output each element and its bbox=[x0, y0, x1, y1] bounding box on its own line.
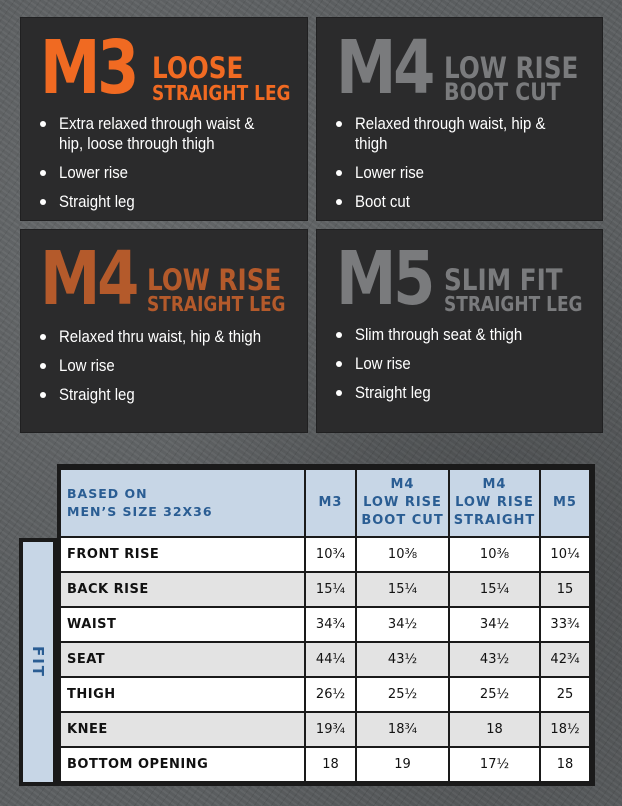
table-row bbox=[61, 713, 589, 746]
row-label: FRONT RISE bbox=[61, 538, 304, 571]
table-cell: 25 bbox=[541, 678, 589, 711]
row-label: BOTTOM OPENING bbox=[61, 748, 304, 781]
bullet-item: Low rise bbox=[336, 354, 598, 374]
bullet-item: Lower rise bbox=[336, 163, 598, 183]
table-cell: 34½ bbox=[450, 608, 539, 641]
table-cell: 43½ bbox=[357, 643, 448, 676]
fit-bullets bbox=[336, 114, 598, 221]
fit-name-line2: STRAIGHT LEG bbox=[152, 81, 291, 105]
fit-name-line1: SLIM FIT bbox=[444, 263, 563, 297]
bullet-item: Lower rise bbox=[40, 163, 302, 183]
table-cell: 18½ bbox=[541, 713, 589, 746]
fit-name-line1: LOW RISE bbox=[147, 263, 282, 297]
row-label: WAIST bbox=[61, 608, 304, 641]
table-cell: 15 bbox=[541, 573, 589, 606]
fit-panel-m4-straight-leg bbox=[20, 229, 308, 433]
size-spec-table bbox=[19, 464, 595, 786]
bullet-item: Extra relaxed through waist & hip, loose through thigh bbox=[40, 114, 302, 154]
table-cell: 19¾ bbox=[306, 713, 355, 746]
bullet-item: Slim through seat & thigh bbox=[336, 325, 598, 345]
bullet-item: Straight leg bbox=[336, 383, 598, 403]
table-cell: 25½ bbox=[450, 678, 539, 711]
header-col-m4-boot-cut: M4 LOW RISE BOOT CUT bbox=[357, 470, 448, 536]
table-cell: 18 bbox=[541, 748, 589, 781]
table-header-row bbox=[61, 470, 589, 536]
table-row bbox=[61, 573, 589, 606]
fit-name-line1: LOW RISE bbox=[444, 51, 579, 85]
header-col-m3: M3 bbox=[306, 470, 355, 536]
table-cell: 18 bbox=[450, 713, 539, 746]
table-cell: 34¾ bbox=[306, 608, 355, 641]
header-col-m5: M5 bbox=[541, 470, 589, 536]
fit-side-label bbox=[19, 538, 57, 786]
header-basis: BASED ON MEN’S SIZE 32X36 bbox=[61, 470, 304, 536]
fit-code: M4 bbox=[40, 236, 137, 322]
bullet-item: Boot cut bbox=[336, 192, 598, 212]
table-cell: 10¼ bbox=[541, 538, 589, 571]
fit-name-line1: LOOSE bbox=[152, 51, 244, 85]
row-label: THIGH bbox=[61, 678, 304, 711]
table-cell: 15¼ bbox=[357, 573, 448, 606]
fit-panel-m5-slim-fit bbox=[316, 229, 603, 433]
table-cell: 10⅜ bbox=[357, 538, 448, 571]
table-row bbox=[61, 643, 589, 676]
table-cell: 10⅜ bbox=[450, 538, 539, 571]
row-label: KNEE bbox=[61, 713, 304, 746]
table-cell: 43½ bbox=[450, 643, 539, 676]
table-cell: 25½ bbox=[357, 678, 448, 711]
bullet-item: Straight leg bbox=[40, 192, 302, 212]
bullet-item: Relaxed thru waist, hip & thigh bbox=[40, 327, 302, 347]
fit-panel-m3-loose bbox=[20, 17, 308, 221]
table-cell: 10¾ bbox=[306, 538, 355, 571]
table-cell: 18¾ bbox=[357, 713, 448, 746]
table-row bbox=[61, 608, 589, 641]
table-cell: 33¾ bbox=[541, 608, 589, 641]
fit-code: M4 bbox=[336, 25, 433, 111]
fit-bullets bbox=[40, 114, 302, 221]
fit-name-line2: BOOT CUT bbox=[444, 78, 561, 106]
bullet-item: Straight leg bbox=[40, 385, 302, 405]
bullet-item: Relaxed through waist, hip & thigh bbox=[336, 114, 598, 154]
fit-code: M3 bbox=[40, 25, 137, 111]
table-cell: 17½ bbox=[450, 748, 539, 781]
table-cell: 44¼ bbox=[306, 643, 355, 676]
spec-table bbox=[59, 468, 591, 783]
bullet-item: Low rise bbox=[40, 356, 302, 376]
table-row bbox=[61, 678, 589, 711]
row-label: BACK RISE bbox=[61, 573, 304, 606]
fit-name-line2: STRAIGHT LEG bbox=[147, 292, 286, 316]
table-row bbox=[61, 538, 589, 571]
fit-bullets bbox=[336, 325, 598, 412]
row-label: SEAT bbox=[61, 643, 304, 676]
fit-code: M5 bbox=[336, 236, 433, 322]
fit-bullets bbox=[40, 327, 302, 414]
table-cell: 34½ bbox=[357, 608, 448, 641]
table-cell: 26½ bbox=[306, 678, 355, 711]
table-cell: 42¾ bbox=[541, 643, 589, 676]
table-row bbox=[61, 748, 589, 781]
header-col-m4-straight: M4 LOW RISE STRAIGHT bbox=[450, 470, 539, 536]
fit-side-text: FIT bbox=[29, 645, 47, 679]
table-cell: 15¼ bbox=[306, 573, 355, 606]
table-cell: 15¼ bbox=[450, 573, 539, 606]
fit-name-line2: STRAIGHT LEG bbox=[444, 292, 583, 316]
fit-panel-m4-boot-cut bbox=[316, 17, 603, 221]
table-cell: 19 bbox=[357, 748, 448, 781]
table-cell: 18 bbox=[306, 748, 355, 781]
